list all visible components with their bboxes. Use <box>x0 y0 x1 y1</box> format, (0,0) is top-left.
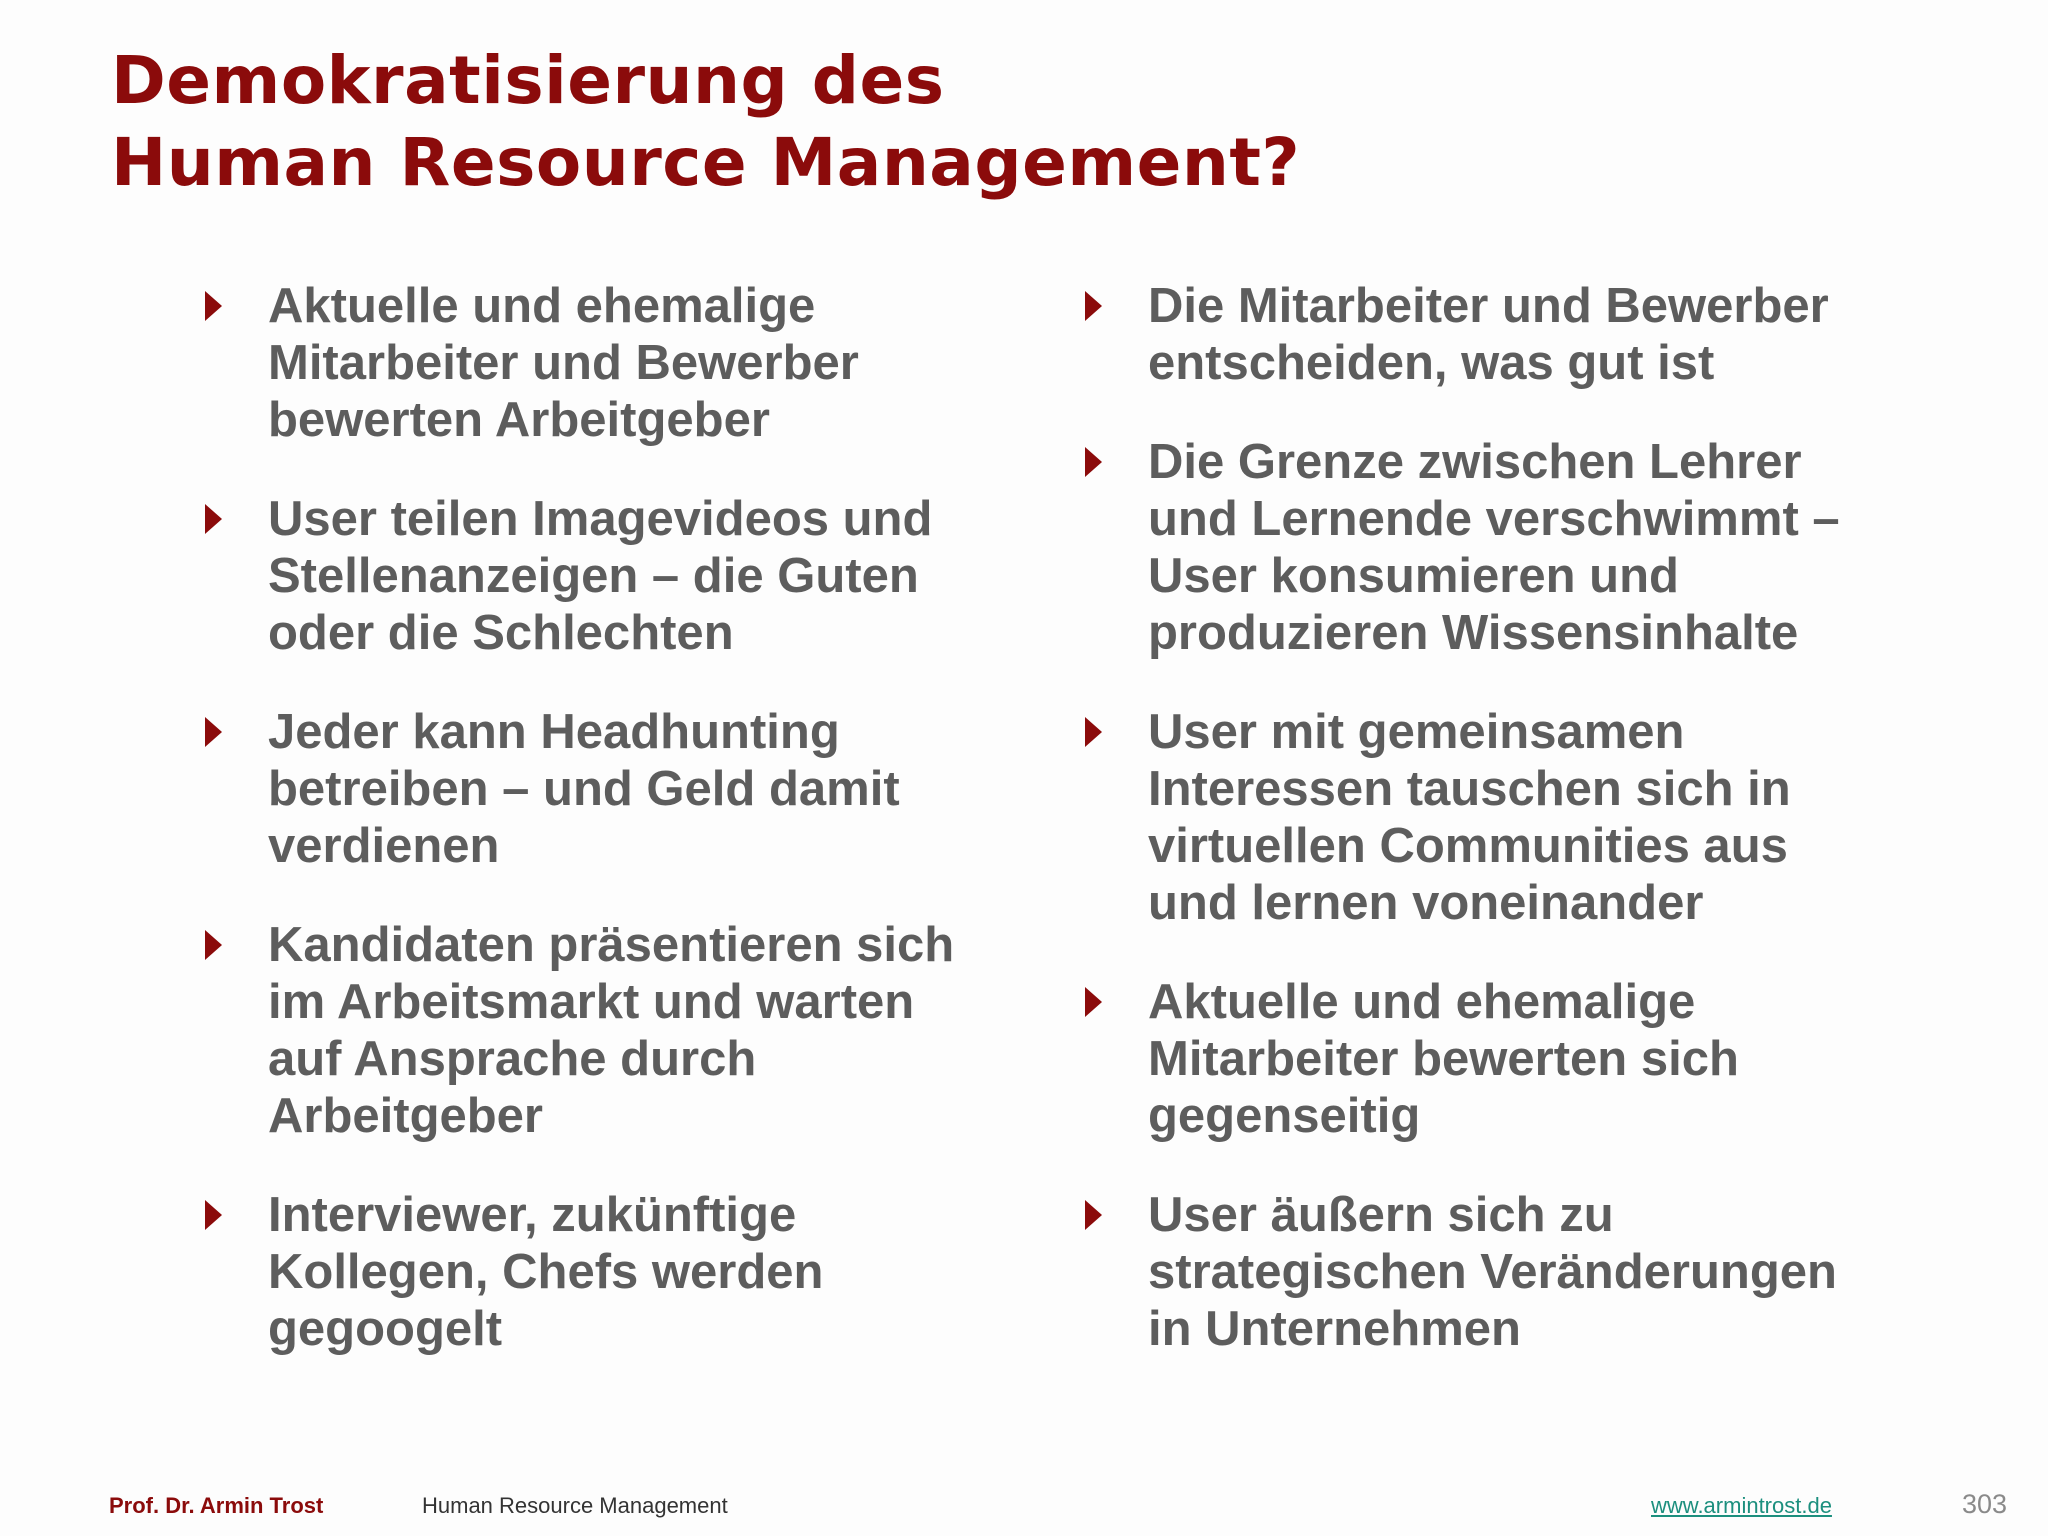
bullet-item <box>205 917 965 1145</box>
slide-title <box>111 40 1300 204</box>
slide-title-line-2: Human Resource Management? <box>111 124 1301 201</box>
bullet-item <box>205 704 965 875</box>
bullet-text: Jeder kann Headhunting betreiben – und Geld damit verdienen <box>268 705 900 873</box>
bullet-text: Die Mitarbeiter und Bewerber entscheiden, was gut ist <box>1148 279 1829 390</box>
left-bullet-list <box>205 278 965 1400</box>
bullet-text: User äußern sich zu strategischen Veränderungen in Unternehmen <box>1148 1188 1837 1356</box>
footer-course-title: Human Resource Management <box>422 1493 728 1518</box>
bullet-text: Interviewer, zukünftige Kollegen, Chefs werden gegoogelt <box>268 1188 824 1356</box>
bullet-text: User teilen Imagevideos und Stellenanzeigen – die Guten oder die Schlechten <box>268 492 933 660</box>
bullet-item <box>1085 278 1915 392</box>
triangle-right-icon <box>205 1200 222 1230</box>
triangle-right-icon <box>205 930 222 960</box>
footer-author: Prof. Dr. Armin Trost <box>109 1493 324 1518</box>
bullet-text: Aktuelle und ehemalige Mitarbeiter und Bewerber bewerten Arbeitgeber <box>268 279 859 447</box>
triangle-right-icon <box>205 504 222 534</box>
triangle-right-icon <box>1085 291 1102 321</box>
triangle-right-icon <box>205 717 222 747</box>
bullet-item <box>205 278 965 449</box>
bullet-text: Aktuelle und ehemalige Mitarbeiter bewerten sich gegenseitig <box>1148 975 1739 1143</box>
bullet-item <box>1085 704 1915 932</box>
page-number: 303 <box>1962 1489 2008 1519</box>
triangle-right-icon <box>1085 987 1102 1017</box>
bullet-item <box>1085 974 1915 1145</box>
triangle-right-icon <box>1085 1200 1102 1230</box>
bullet-item <box>205 1187 965 1358</box>
triangle-right-icon <box>1085 717 1102 747</box>
bullet-item <box>1085 1187 1915 1358</box>
bullet-item <box>205 491 965 662</box>
triangle-right-icon <box>205 291 222 321</box>
bullet-item <box>1085 434 1915 662</box>
bullet-text: Kandidaten präsentieren sich im Arbeitsmarkt und warten auf Ansprache durch Arbeitgeber <box>268 918 955 1143</box>
bullet-text: Die Grenze zwischen Lehrer und Lernende verschwimmt – User konsumieren und produzieren Wissensinhalte <box>1148 435 1840 660</box>
footer-website-link[interactable]: www.armintrost.de <box>1651 1493 1832 1518</box>
bullet-text: User mit gemeinsamen Interessen tauschen sich in virtuellen Communities aus und lernen voneinander <box>1148 705 1791 930</box>
right-bullet-list <box>1085 278 1915 1400</box>
slide-title-line-1: Demokratisierung des <box>111 42 945 119</box>
triangle-right-icon <box>1085 447 1102 477</box>
